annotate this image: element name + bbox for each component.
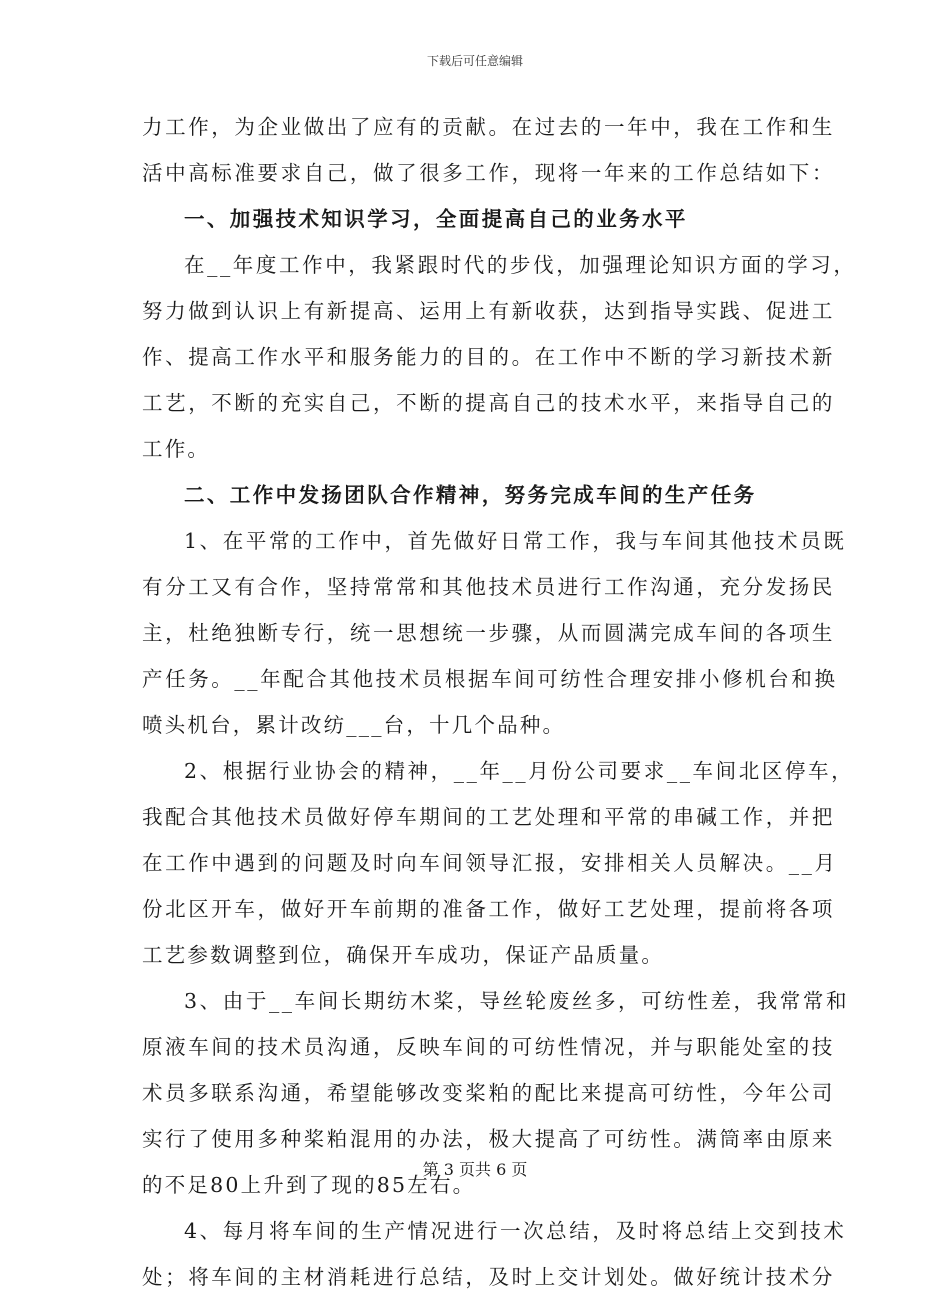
body-line: 3、由于__车间长期纺木桨，导丝轮废丝多，可纺性差，我常常和 — [184, 989, 850, 1013]
section-heading-1: 一、加强技术知识学习，全面提高自己的业务水平 — [184, 207, 688, 231]
body-line: 喷头机台，累计改纺___台，十几个品种。 — [142, 713, 566, 737]
body-line: 的不足80上升到了现的85左右。 — [142, 1173, 476, 1197]
body-line: 作、提高工作水平和服务能力的目的。在工作中不断的学习新技术新 — [142, 345, 835, 369]
body-line: 努力做到认识上有新提高、运用上有新收获，达到指导实践、促进工 — [142, 299, 835, 323]
body-line: 主，杜绝独断专行，统一思想统一步骤，从而圆满完成车间的各项生 — [142, 621, 835, 645]
body-line: 术员多联系沟通，希望能够改变桨粕的配比来提高可纺性，今年公司 — [142, 1081, 835, 1105]
body-line: 我配合其他技术员做好停车期间的工艺处理和平常的串碱工作，并把 — [142, 805, 835, 829]
page-number: 第 3 页共 6 页 — [422, 1160, 528, 1179]
body-line: 4、每月将车间的生产情况进行一次总结，及时将总结上交到技术 — [184, 1219, 847, 1243]
body-line: 实行了使用多种桨粕混用的办法，极大提高了可纺性。满筒率由原来 — [142, 1127, 835, 1151]
page-header-note: 下载后可任意编辑 — [426, 54, 523, 68]
body-line: 活中高标准要求自己，做了很多工作，现将一年来的工作总结如下： — [142, 161, 835, 185]
body-line: 份北区开车，做好开车前期的准备工作，做好工艺处理，提前将各项 — [142, 897, 835, 921]
body-line: 处；将车间的主材消耗进行总结，及时上交计划处。做好统计技术分 — [142, 1265, 835, 1289]
section-heading-2: 二、工作中发扬团队合作精神，努务完成车间的生产任务 — [184, 483, 757, 507]
body-line: 在工作中遇到的问题及时向车间领导汇报，安排相关人员解决。__月 — [142, 851, 838, 875]
body-line: 1、在平常的工作中，首先做好日常工作，我与车间其他技术员既 — [184, 529, 847, 553]
body-line: 有分工又有合作，坚持常常和其他技术员进行工作沟通，充分发扬民 — [142, 575, 835, 599]
body-line: 工艺，不断的充实自己，不断的提高自己的技术水平，来指导自己的 — [142, 391, 835, 415]
body-line: 原液车间的技术员沟通，反映车间的可纺性情况，并与职能处室的技 — [142, 1035, 835, 1059]
body-line: 工艺参数调整到位，确保开车成功，保证产品质量。 — [142, 943, 665, 967]
body-line: 2、根据行业协会的精神，__年__月份公司要求__车间北区停车， — [184, 759, 855, 783]
body-line: 产任务。__年配合其他技术员根据车间可纺性合理安排小修机台和换 — [142, 667, 838, 691]
body-line: 工作。 — [142, 437, 211, 461]
document-body — [142, 104, 857, 1300]
body-line: 力工作，为企业做出了应有的贡献。在过去的一年中，我在工作和生 — [142, 115, 835, 139]
body-line: 在__年度工作中，我紧跟时代的步伐，加强理论知识方面的学习， — [184, 253, 857, 277]
